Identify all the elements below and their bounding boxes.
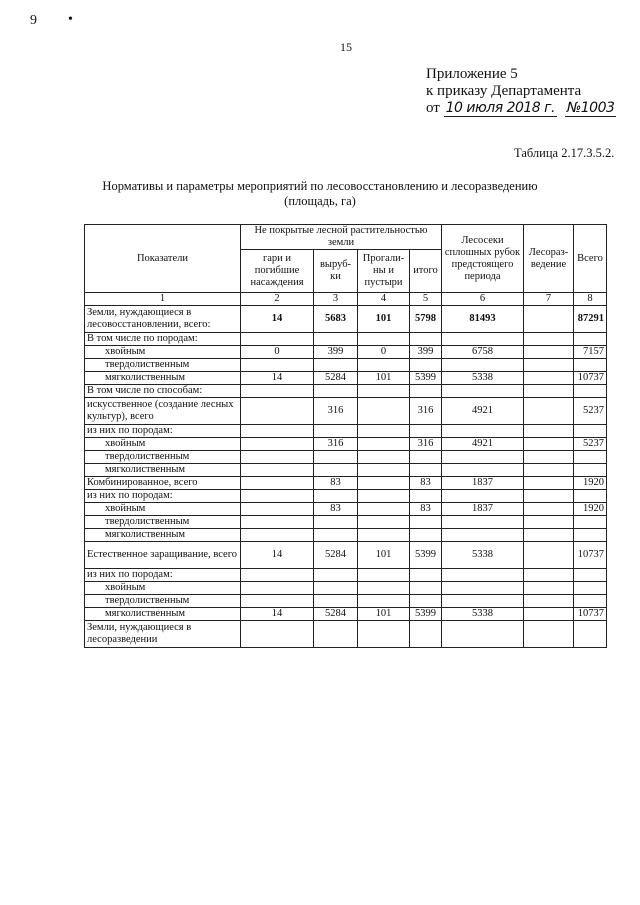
row-label: из них по породам: xyxy=(85,490,241,503)
row-value xyxy=(524,516,574,529)
header-glades: Прогали-ны и пустыри xyxy=(358,250,410,293)
row-value: 0 xyxy=(358,346,410,359)
row-value xyxy=(358,425,410,438)
row-value xyxy=(241,438,314,451)
row-value: 5338 xyxy=(442,542,524,569)
row-label: мягколиственным xyxy=(85,608,241,621)
row-value xyxy=(410,451,442,464)
row-value xyxy=(574,582,607,595)
row-value: 5338 xyxy=(442,372,524,385)
row-value xyxy=(241,451,314,464)
row-value xyxy=(358,398,410,425)
table-row xyxy=(85,464,607,477)
row-value xyxy=(241,385,314,398)
row-value xyxy=(442,333,524,346)
table-row xyxy=(85,595,607,608)
row-label: искусственное (создание лесных культур), всего xyxy=(85,398,241,425)
col-number: 1 xyxy=(85,293,241,306)
row-value: 101 xyxy=(358,372,410,385)
table-row xyxy=(85,359,607,372)
header-not-covered: Не покрытые лесной растительностью земли xyxy=(241,225,442,250)
row-value xyxy=(410,490,442,503)
row-value xyxy=(410,359,442,372)
row-value xyxy=(574,621,607,648)
row-value xyxy=(358,503,410,516)
row-value xyxy=(442,529,524,542)
row-value xyxy=(241,464,314,477)
row-value xyxy=(574,569,607,582)
row-value: 5338 xyxy=(442,608,524,621)
row-value xyxy=(358,569,410,582)
header-total: Всего xyxy=(574,225,607,293)
col-number: 6 xyxy=(442,293,524,306)
table-row xyxy=(85,608,607,621)
row-value xyxy=(442,621,524,648)
table-row xyxy=(85,490,607,503)
row-value: 5284 xyxy=(314,608,358,621)
row-value xyxy=(314,464,358,477)
row-label: хвойным xyxy=(85,438,241,451)
row-label: из них по породам: xyxy=(85,425,241,438)
row-value: 1837 xyxy=(442,503,524,516)
row-value: 5798 xyxy=(410,306,442,333)
row-value: 5237 xyxy=(574,438,607,451)
row-label: Земли, нуждающиеся в лесовосстановлении, всего: xyxy=(85,306,241,333)
row-value xyxy=(410,569,442,582)
row-value: 5284 xyxy=(314,372,358,385)
row-value xyxy=(524,529,574,542)
row-value xyxy=(410,464,442,477)
row-value: 399 xyxy=(314,346,358,359)
col-number: 7 xyxy=(524,293,574,306)
table-row xyxy=(85,346,607,359)
row-value: 10737 xyxy=(574,542,607,569)
appendix-date-prefix: от xyxy=(426,100,440,116)
row-value: 1920 xyxy=(574,477,607,490)
row-value: 316 xyxy=(410,438,442,451)
row-label: мягколиственным xyxy=(85,529,241,542)
row-label: хвойным xyxy=(85,582,241,595)
row-value: 5399 xyxy=(410,608,442,621)
page-mark: 9 xyxy=(30,13,37,28)
row-value xyxy=(358,621,410,648)
row-value: 83 xyxy=(314,503,358,516)
row-value xyxy=(524,464,574,477)
row-value xyxy=(241,333,314,346)
row-value xyxy=(241,477,314,490)
row-value xyxy=(442,569,524,582)
row-value: 399 xyxy=(410,346,442,359)
appendix-line-1: Приложение 5 xyxy=(426,66,518,82)
row-value xyxy=(524,333,574,346)
row-value xyxy=(524,582,574,595)
row-value xyxy=(358,438,410,451)
document-subtitle: (площадь, га) xyxy=(284,194,356,208)
row-label: из них по породам: xyxy=(85,569,241,582)
row-value xyxy=(524,542,574,569)
row-value: 4921 xyxy=(442,438,524,451)
row-value xyxy=(524,306,574,333)
row-value: 1837 xyxy=(442,477,524,490)
row-value xyxy=(524,346,574,359)
col-number: 4 xyxy=(358,293,410,306)
row-value xyxy=(241,398,314,425)
row-value: 10737 xyxy=(574,372,607,385)
row-value xyxy=(241,516,314,529)
row-value xyxy=(574,529,607,542)
row-value xyxy=(524,595,574,608)
row-value xyxy=(358,516,410,529)
header-clearcuts: выруб-ки xyxy=(314,250,358,293)
header-subtotal: итого xyxy=(410,250,442,293)
row-value xyxy=(442,595,524,608)
table-row xyxy=(85,542,607,569)
row-value xyxy=(358,464,410,477)
row-value xyxy=(314,529,358,542)
appendix-line-2: к приказу Департамента xyxy=(426,83,582,99)
row-value xyxy=(574,385,607,398)
table-row xyxy=(85,529,607,542)
row-value: 316 xyxy=(314,438,358,451)
row-value: 5237 xyxy=(574,398,607,425)
header-logging: Лесосеки сплошных рубок предстоящего периода xyxy=(442,225,524,293)
row-value xyxy=(524,569,574,582)
row-value: 83 xyxy=(314,477,358,490)
row-value: 5399 xyxy=(410,372,442,385)
appendix-date-line xyxy=(426,100,616,117)
row-value xyxy=(574,595,607,608)
row-value: 316 xyxy=(410,398,442,425)
row-value xyxy=(574,490,607,503)
row-value xyxy=(524,477,574,490)
row-value xyxy=(442,582,524,595)
table-row xyxy=(85,569,607,582)
row-value xyxy=(410,333,442,346)
header-indicators: Показатели xyxy=(85,225,241,293)
row-value xyxy=(358,582,410,595)
row-value xyxy=(358,333,410,346)
row-label: Естественное заращивание, всего xyxy=(85,542,241,569)
row-value xyxy=(410,529,442,542)
row-value xyxy=(358,595,410,608)
table-caption: Таблица 2.17.3.5.2. xyxy=(514,146,615,160)
row-value xyxy=(241,529,314,542)
row-label: хвойным xyxy=(85,503,241,516)
page-mark: • xyxy=(68,12,73,27)
row-value xyxy=(524,385,574,398)
row-value xyxy=(410,516,442,529)
row-value xyxy=(574,333,607,346)
col-number: 2 xyxy=(241,293,314,306)
row-value xyxy=(410,595,442,608)
row-value xyxy=(358,359,410,372)
row-value xyxy=(358,529,410,542)
header-row xyxy=(85,225,607,250)
row-value xyxy=(524,608,574,621)
table-row xyxy=(85,582,607,595)
row-value xyxy=(314,451,358,464)
row-label: Земли, нуждающиеся в лесоразведении xyxy=(85,621,241,648)
row-label: хвойным xyxy=(85,346,241,359)
table-row xyxy=(85,398,607,425)
norms-table xyxy=(84,224,607,648)
row-label: твердолиственным xyxy=(85,451,241,464)
handwritten-date: 10 июля 2018 г. xyxy=(445,100,555,116)
row-value xyxy=(442,359,524,372)
row-value: 316 xyxy=(314,398,358,425)
row-value xyxy=(314,385,358,398)
row-value: 81493 xyxy=(442,306,524,333)
row-value: 101 xyxy=(358,608,410,621)
row-value xyxy=(524,438,574,451)
document-title: Нормативы и параметры мероприятий по лесовосстановлению и лесоразведению xyxy=(102,179,538,193)
row-value xyxy=(410,621,442,648)
row-value xyxy=(314,333,358,346)
row-value: 87291 xyxy=(574,306,607,333)
row-label: мягколиственным xyxy=(85,464,241,477)
row-value xyxy=(442,385,524,398)
row-value: 83 xyxy=(410,503,442,516)
row-value xyxy=(442,425,524,438)
row-value xyxy=(442,451,524,464)
row-value xyxy=(524,621,574,648)
row-value xyxy=(241,595,314,608)
row-value xyxy=(442,516,524,529)
table-row xyxy=(85,451,607,464)
row-value xyxy=(442,490,524,503)
row-value xyxy=(574,359,607,372)
row-value xyxy=(524,490,574,503)
row-label: Комбинированное, всего xyxy=(85,477,241,490)
row-value xyxy=(442,464,524,477)
row-value xyxy=(241,359,314,372)
row-label: твердолиственным xyxy=(85,595,241,608)
row-value xyxy=(410,385,442,398)
row-label: твердолиственным xyxy=(85,359,241,372)
table-row xyxy=(85,516,607,529)
row-value xyxy=(574,516,607,529)
row-value xyxy=(358,451,410,464)
row-value: 0 xyxy=(241,346,314,359)
table-row xyxy=(85,621,607,648)
col-number: 3 xyxy=(314,293,358,306)
row-value: 14 xyxy=(241,542,314,569)
table-row xyxy=(85,477,607,490)
row-value xyxy=(524,451,574,464)
row-value xyxy=(358,385,410,398)
col-number: 5 xyxy=(410,293,442,306)
row-value xyxy=(314,359,358,372)
table-row xyxy=(85,425,607,438)
row-value xyxy=(241,569,314,582)
row-value xyxy=(574,425,607,438)
row-value: 4921 xyxy=(442,398,524,425)
row-value: 7157 xyxy=(574,346,607,359)
row-label: В том числе по породам: xyxy=(85,333,241,346)
row-value: 10737 xyxy=(574,608,607,621)
row-value xyxy=(241,621,314,648)
row-value: 5284 xyxy=(314,542,358,569)
row-value xyxy=(314,569,358,582)
table-row xyxy=(85,438,607,451)
table-row xyxy=(85,306,607,333)
row-value xyxy=(314,516,358,529)
row-value: 83 xyxy=(410,477,442,490)
row-value: 6758 xyxy=(442,346,524,359)
table-row xyxy=(85,372,607,385)
row-value xyxy=(574,464,607,477)
row-value xyxy=(524,372,574,385)
row-value: 14 xyxy=(241,608,314,621)
row-value xyxy=(314,490,358,503)
row-value: 101 xyxy=(358,306,410,333)
row-value xyxy=(314,621,358,648)
row-value: 14 xyxy=(241,372,314,385)
row-value xyxy=(314,425,358,438)
row-value: 14 xyxy=(241,306,314,333)
row-value xyxy=(524,398,574,425)
row-value xyxy=(314,595,358,608)
row-value xyxy=(524,503,574,516)
row-value xyxy=(524,359,574,372)
row-value xyxy=(358,490,410,503)
row-value xyxy=(524,425,574,438)
row-value: 1920 xyxy=(574,503,607,516)
row-value: 5399 xyxy=(410,542,442,569)
table-row xyxy=(85,333,607,346)
row-value xyxy=(410,582,442,595)
row-label: В том числе по способам: xyxy=(85,385,241,398)
row-value xyxy=(241,425,314,438)
row-value xyxy=(241,582,314,595)
row-label: мягколиственным xyxy=(85,372,241,385)
row-value: 101 xyxy=(358,542,410,569)
row-value xyxy=(410,425,442,438)
header-burned: гари и погибшие насаждения xyxy=(241,250,314,293)
header-afforestation: Лесораз-ведение xyxy=(524,225,574,293)
table-row xyxy=(85,503,607,516)
row-value xyxy=(314,582,358,595)
table-row xyxy=(85,385,607,398)
row-value xyxy=(574,451,607,464)
col-number: 8 xyxy=(574,293,607,306)
column-number-row xyxy=(85,293,607,306)
page-number: 15 xyxy=(340,40,352,54)
row-value: 5683 xyxy=(314,306,358,333)
row-value xyxy=(241,503,314,516)
handwritten-order-number: №1003 xyxy=(566,100,615,116)
row-value xyxy=(358,477,410,490)
table-body xyxy=(85,225,607,648)
row-value xyxy=(241,490,314,503)
row-label: твердолиственным xyxy=(85,516,241,529)
